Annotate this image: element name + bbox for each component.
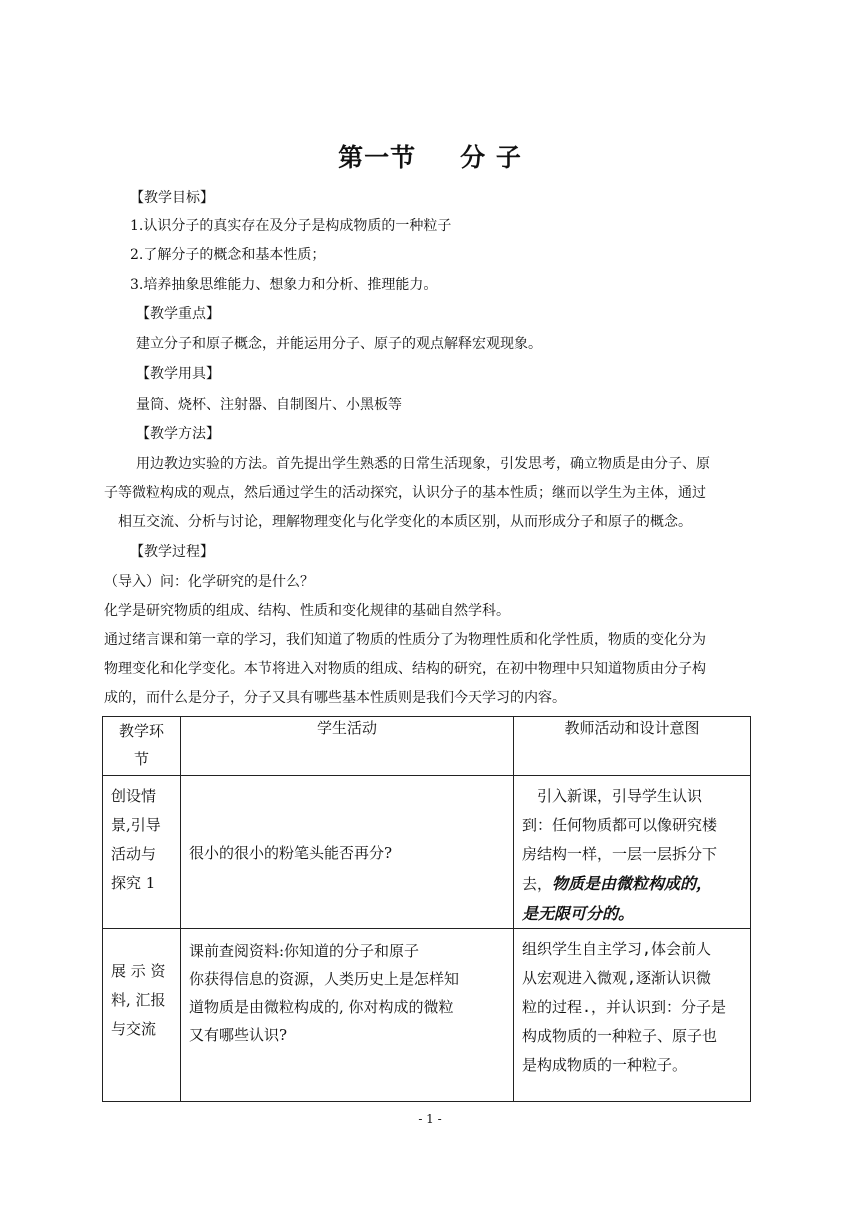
- method-line-3: 相互交流、分析与讨论，理解物理变化与化学变化的本质区别，从而形成分子和原子的概念。: [118, 514, 692, 530]
- header-teacher: 教师活动和设计意图: [514, 717, 751, 776]
- method-heading: 【教学方法】: [136, 426, 220, 442]
- row1-stage-line: 活动与: [111, 845, 157, 863]
- intro-paragraph-line-1: 通过绪言课和第一章的学习，我们知道了物质的性质分了为物理性质和化学性质，物质的变化分为: [104, 632, 706, 648]
- lesson-table: [102, 716, 751, 1102]
- row2-student-line: 又有哪些认识?: [189, 1026, 288, 1044]
- page-title: [0, 138, 860, 174]
- row2-student-line: 道物质是由微粒构成的, 你对构成的微粒: [189, 998, 454, 1016]
- page-number: - 1 -: [418, 1112, 442, 1126]
- row1-stage-line: 景,引导: [111, 816, 161, 834]
- row2-stage-line: 展 示 资: [111, 962, 166, 980]
- row2-stage-line: 与交流: [111, 1020, 157, 1038]
- table-header-row: [103, 717, 751, 776]
- row1-student-activity: 很小的很小的粉笔头能否再分?: [181, 776, 514, 929]
- row1-teacher-emphasis: 物质是由微粒构成的，: [552, 874, 713, 893]
- key-points-heading: 【教学重点】: [136, 306, 220, 322]
- intro-answer: 化学是研究物质的组成、结构、性质和变化规律的基础自然学科。: [104, 603, 510, 619]
- header-student: 学生活动: [181, 717, 514, 776]
- row2-teacher-activity: [514, 929, 751, 1102]
- row1-teacher-emphasis: 是无限可分的。: [522, 904, 635, 923]
- process-heading: 【教学过程】: [130, 544, 214, 560]
- key-points-text: 建立分子和原子概念，并能运用分子、原子的观点解释宏观现象。: [136, 336, 542, 352]
- row1-stage: [103, 776, 181, 929]
- method-line-1: 用边教边实验的方法。首先提出学生熟悉的日常生活现象，引发思考，确立物质是由分子、原: [136, 456, 710, 472]
- objectives-heading: 【教学目标】: [130, 190, 214, 206]
- intro-paragraph-line-2: 物理变化和化学变化。本节将进入对物质的组成、结构的研究，在初中物理中只知道物质由分子构: [104, 661, 706, 677]
- row2-student-line: 课前查阅资料:你知道的分子和原子: [189, 942, 420, 960]
- row1-stage-line: 创设情: [111, 787, 157, 805]
- row2-stage: [103, 929, 181, 1102]
- row2-teacher-line: 组织学生自主学习,体会前人: [522, 940, 712, 958]
- row2-student-line: 你获得信息的资源，人类历史上是怎样知: [189, 970, 460, 988]
- title-topic: 分 子: [460, 143, 522, 172]
- row1-teacher-activity: [514, 776, 751, 929]
- table-row: [103, 776, 751, 929]
- row1-teacher-line: 引入新课，引导学生认识: [522, 787, 703, 805]
- tools-text: 量筒、烧杯、注射器、自制图片、小黑板等: [136, 397, 402, 413]
- row2-teacher-line: 构成物质的一种粒子、原子也: [522, 1027, 718, 1045]
- row1-teacher-line: 房结构一样，一层一层拆分下: [522, 845, 718, 863]
- objective-1: 1.认识分子的真实存在及分子是构成物质的一种粒子: [130, 218, 452, 234]
- row2-teacher-line: 是构成物质的一种粒子。: [522, 1056, 688, 1074]
- method-line-2: 子等微粒构成的观点，然后通过学生的活动探究，认识分子的基本性质；继而以学生为主体，通过: [104, 485, 706, 501]
- intro-question: （导入）问：化学研究的是什么？: [104, 574, 314, 590]
- row1-teacher-line: [522, 869, 742, 899]
- row1-teacher-plain: 去，: [522, 875, 553, 893]
- table-row: [103, 929, 751, 1102]
- header-stage-line-2: 节: [133, 750, 149, 768]
- intro-paragraph-line-3: 成的，而什么是分子，分子又具有哪些基本性质则是我们今天学习的内容。: [104, 690, 566, 706]
- row2-teacher-line: 从宏观进入微观,逐渐认识微: [522, 969, 712, 987]
- row1-teacher-line: 到：任何物质都可以像研究楼: [522, 816, 718, 834]
- row2-stage-line: 料, 汇报: [111, 991, 166, 1009]
- header-stage: [103, 717, 181, 776]
- row1-stage-line: 探究 1: [111, 874, 156, 892]
- tools-heading: 【教学用具】: [136, 366, 220, 382]
- objective-2: 2.了解分子的概念和基本性质；: [130, 247, 326, 263]
- row2-student-activity: [181, 929, 514, 1102]
- objective-3: 3.培养抽象思维能力、想象力和分析、推理能力。: [130, 277, 438, 293]
- header-stage-line-1: 教学环: [118, 722, 164, 740]
- row2-teacher-line: 粒的过程.，并认识到：分子是: [522, 998, 727, 1016]
- title-section-number: 第一节: [338, 143, 417, 172]
